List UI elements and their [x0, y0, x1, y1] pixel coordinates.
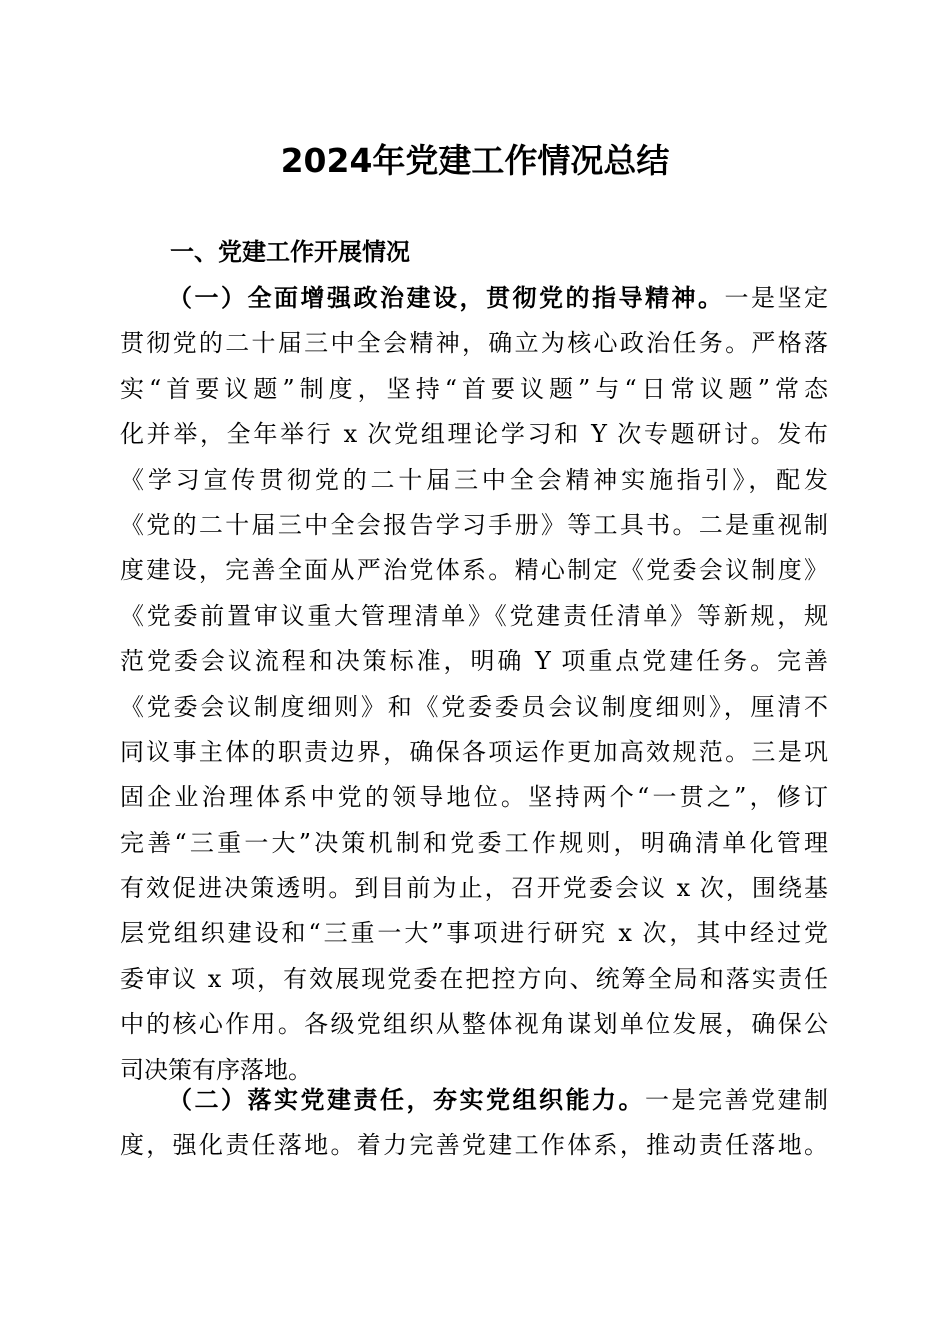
paragraph-line: 度，强化责任落地。着力完善党建工作体系，推动责任落地。	[120, 1131, 828, 1160]
paragraph-line: 层党组织建设和“三重一大”事项进行研究 x 次，其中经过党	[120, 919, 828, 948]
paragraph-line: 委审议 x 项，有效展现党委在把控方向、统筹全局和落实责任	[120, 964, 828, 993]
paragraph-line: 度建设，完善全面从严治党体系。精心制定《党委会议制度》	[120, 556, 828, 585]
paragraph-line: 固企业治理体系中党的领导地位。坚持两个“一贯之”，修订	[120, 783, 828, 812]
paragraph-line: 司决策有序落地。	[120, 1055, 312, 1084]
paragraph-1	[120, 276, 828, 1093]
paragraph-text: 一是完善党建制	[645, 1086, 828, 1114]
paragraph-line: 实“首要议题”制度，坚持“首要议题”与“日常议题”常态	[120, 374, 828, 403]
paragraph-line: 中的核心作用。各级党组织从整体视角谋划单位发展，确保公	[120, 1010, 828, 1039]
paragraph-line: 贯彻党的二十届三中全会精神，确立为核心政治任务。严格落	[120, 329, 828, 358]
paragraph-line: 《党委会议制度细则》和《党委委员会议制度细则》，厘清不	[120, 692, 828, 721]
paragraph-lead: （二）落实党建责任，夯实党组织能力。	[168, 1086, 645, 1114]
paragraph-text: 一是坚定	[724, 284, 828, 312]
paragraph-line: 化并举，全年举行 x 次党组理论学习和 Y 次专题研讨。发布	[120, 420, 828, 449]
paragraph-line: 有效促进决策透明。到目前为止，召开党委会议 x 次，围绕基	[120, 874, 828, 903]
paragraph-line: 同议事主体的职责边界，确保各项运作更加高效规范。三是巩	[120, 737, 828, 766]
paragraph-line	[120, 276, 828, 321]
paragraph-line: 《党的二十届三中全会报告学习手册》等工具书。二是重视制	[120, 510, 828, 539]
paragraph-lead: （一）全面增强政治建设，贯彻党的指导精神。	[168, 284, 725, 312]
section-heading-1: 一、党建工作开展情况	[170, 238, 410, 266]
document-title: 2024年党建工作情况总结	[280, 141, 670, 180]
paragraph-line: 《学习宣传贯彻党的二十届三中全会精神实施指引》，配发	[120, 465, 828, 494]
paragraph-line: 《党委前置审议重大管理清单》《党建责任清单》等新规，规	[120, 601, 828, 630]
paragraph-line: 范党委会议流程和决策标准，明确 Y 项重点党建任务。完善	[120, 647, 828, 676]
paragraph-line	[120, 1078, 828, 1123]
paragraph-line: 完善“三重一大”决策机制和党委工作规则，明确清单化管理	[120, 828, 828, 857]
paragraph-2	[120, 1078, 828, 1169]
